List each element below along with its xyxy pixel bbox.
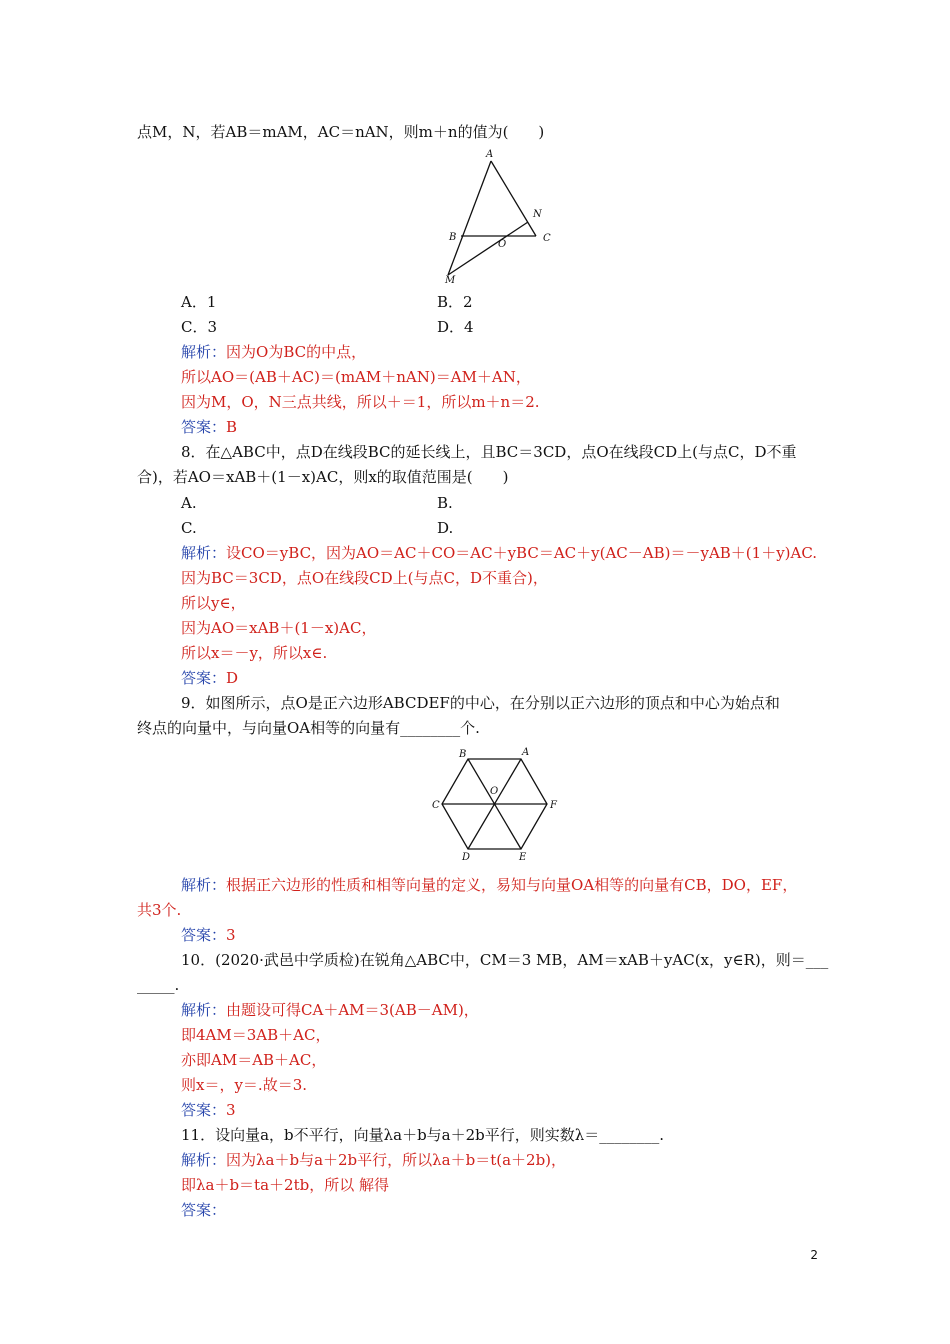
answer-label: 答案： <box>181 926 227 944</box>
solution-text: 因为λa＋b与a＋2b平行，所以λa＋b＝t(a＋2b)， <box>226 1151 567 1169</box>
label-A: A <box>522 747 530 758</box>
label-B: B <box>449 232 457 243</box>
q11-answer-label: 答案： <box>181 1201 227 1219</box>
q10-stem-line2: _____. <box>137 976 180 994</box>
q7-option-b: B．2 <box>437 293 473 311</box>
label-F: F <box>550 800 557 811</box>
q8-stem-line1: 8．在△ABC中，点D在线段BC的延长线上，且BC＝3CD，点O在线段CD上(与点C，D不重 <box>181 443 797 461</box>
q10-stem-line1: 10．(2020·武邑中学质检)在锐角△ABC中，CM＝3 MB，AM＝xAB＋yAC(x，y∈R)，则＝___ <box>181 951 829 969</box>
q10-solution-line <box>181 1000 479 1020</box>
q7-option-a: A．1 <box>181 293 217 311</box>
q11-solution-line: 即λa＋b＝ta＋2tb，所以 解得 <box>181 1176 389 1194</box>
q9-solution-line: 共3个. <box>137 901 182 919</box>
q8-solution-line: 因为AO＝xAB＋(1－x)AC， <box>181 619 377 637</box>
label-E: E <box>519 852 527 863</box>
q11-stem: 11．设向量a，b不平行，向量λa＋b与a＋2b平行，则实数λ＝________. <box>181 1126 665 1144</box>
q8-solution-line: 因为BC＝3CD，点O在线段CD上(与点C，D不重合)， <box>181 569 548 587</box>
q9-stem-line1: 9．如图所示，点O是正六边形ABCDEF的中心，在分别以正六边形的顶点和中心为始点和 <box>181 694 780 712</box>
q7-option-d: D．4 <box>437 318 474 336</box>
solution-text: 根据正六边形的性质和相等向量的定义，易知与向量OA相等的向量有CB，DO，EF， <box>226 876 798 894</box>
q8-stem-line2: 合)，若AO＝xAB＋(1－x)AC，则x的取值范围是( ) <box>137 468 509 486</box>
solution-label: 解析： <box>181 544 227 562</box>
q7-solution-line: 因为M，O，N三点共线，所以＋＝1，所以m＋n＝2. <box>181 393 540 411</box>
label-A: A <box>486 149 494 160</box>
answer-value: 3 <box>226 926 236 944</box>
segment-AB <box>448 161 491 275</box>
label-B: B <box>459 749 467 760</box>
q8-option-b: B. <box>437 494 453 512</box>
answer-value: D <box>226 669 239 687</box>
label-O: O <box>490 786 499 797</box>
q8-option-d: D. <box>437 519 454 537</box>
q10-answer <box>181 1100 236 1120</box>
label-M: M <box>445 275 456 285</box>
q8-solution-line: 所以x＝－y，所以x∈. <box>181 644 328 662</box>
answer-value: 3 <box>226 1101 236 1119</box>
q8-solution-line <box>181 543 817 563</box>
label-O: O <box>498 239 507 250</box>
answer-label: 答案： <box>181 1101 227 1119</box>
q8-answer <box>181 668 238 688</box>
solution-text: 由题设可得CA＋AM＝3(AB－AM)， <box>226 1001 479 1019</box>
q7-solution-line <box>181 342 366 362</box>
q7-option-c: C．3 <box>181 318 218 336</box>
label-C: C <box>543 233 551 244</box>
answer-label: 答案： <box>181 418 227 436</box>
q7-stem-tail: 点M，N，若AB＝mAM，AC＝nAN，则m＋n的值为( ) <box>137 123 545 141</box>
solution-text: 设CO＝yBC，因为AO＝AC＋CO＝AC＋yBC＝AC＋y(AC－AB)＝－yAB＋(1＋y)AC. <box>226 544 818 562</box>
q7-solution-line: 所以AO＝(AB＋AC)＝(mAM＋nAN)＝AM＋AN， <box>181 368 531 386</box>
q10-solution-line: 则x＝，y＝.故＝3. <box>181 1076 308 1094</box>
solution-label: 解析： <box>181 1151 227 1169</box>
segment-AC <box>491 161 536 236</box>
segment-MN <box>448 222 528 275</box>
triangle-figure <box>430 145 570 285</box>
q8-solution-line: 所以y∈， <box>181 594 246 612</box>
solution-label: 解析： <box>181 1001 227 1019</box>
q10-solution-line: 亦即AM＝AB＋AC， <box>181 1051 327 1069</box>
q9-solution-line <box>181 875 797 895</box>
q7-answer <box>181 417 237 437</box>
answer-value: B <box>226 418 238 436</box>
q10-solution-line: 即4AM＝3AB＋AC， <box>181 1026 331 1044</box>
label-N: N <box>533 209 542 220</box>
q8-option-c: C. <box>181 519 197 537</box>
label-C: C <box>432 800 440 811</box>
q11-solution-line <box>181 1150 566 1170</box>
solution-label: 解析： <box>181 343 227 361</box>
q9-stem-line2: 终点的向量中，与向量OA相等的向量有________个. <box>137 719 480 737</box>
q9-answer <box>181 925 236 945</box>
label-D: D <box>462 852 471 863</box>
q8-option-a: A. <box>181 494 197 512</box>
solution-text: 因为O为BC的中点， <box>226 343 367 361</box>
solution-label: 解析： <box>181 876 227 894</box>
page-number: 2 <box>810 1248 818 1262</box>
hexagon-figure <box>428 742 562 866</box>
answer-label: 答案： <box>181 669 227 687</box>
